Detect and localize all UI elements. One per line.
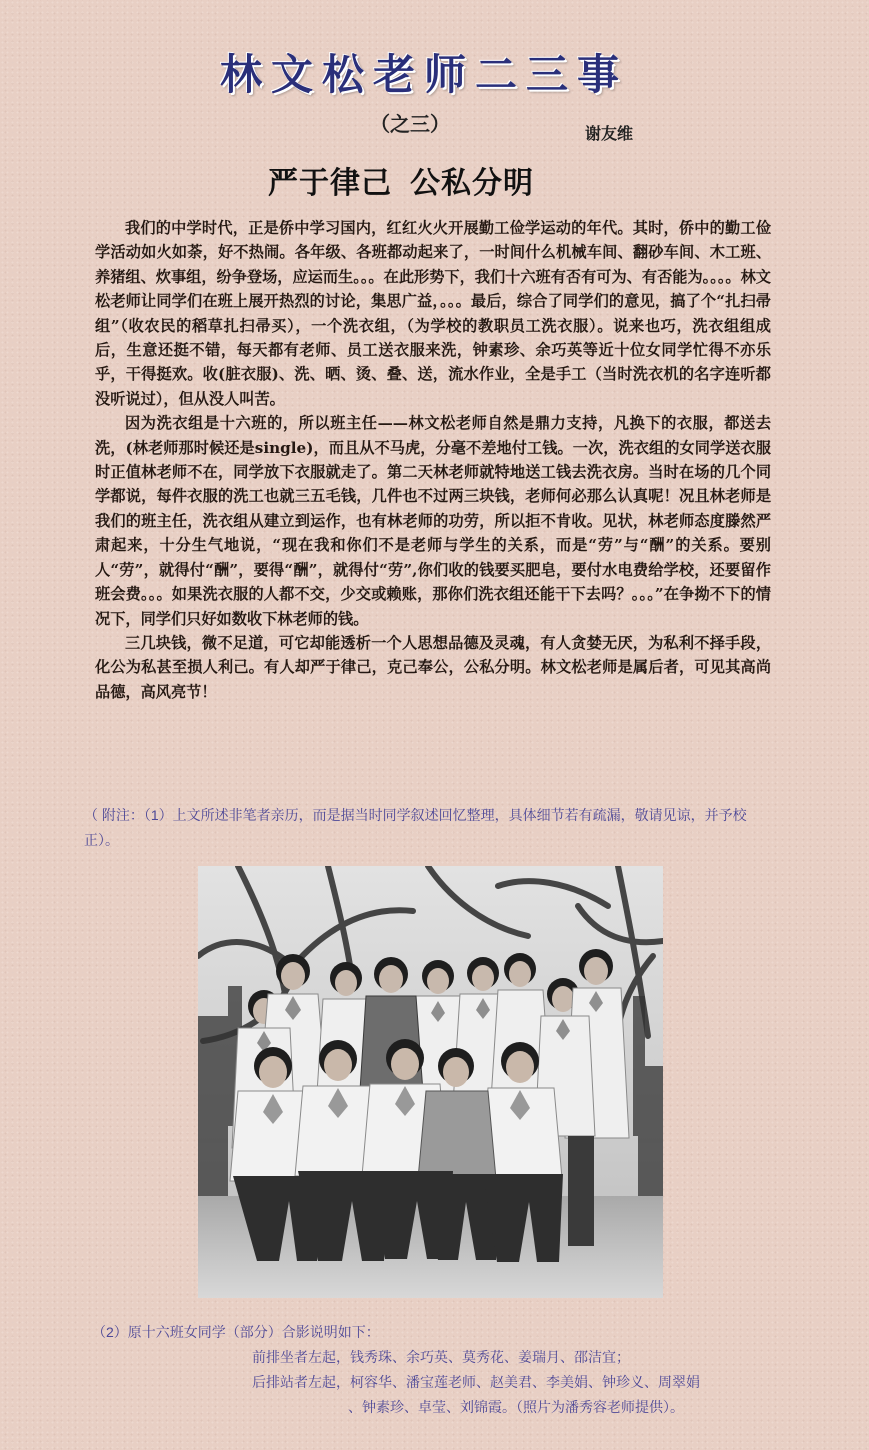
paragraph-1: 我们的中学时代，正是侨中学习国内，红红火火开展勤工俭学运动的年代。其时，侨中的勤工俭学活动如火如荼，好不热闹。各年级、各班都动起来了，一时间什么机械车间、翻砂车间、木工班、养猪组、炊事组，纷争登场，应运而生。。。在此形势下，我们十六班有否有可为、有否能为。。。。林文松老师让同学们在班上展开热烈的讨论，集思广益，。。。最后，综合了同学们的意见，搞了个“扎扫帚组”（收农民的稻草扎扫帚买），一个洗衣组，（为学校的教职员工洗衣服）。说来也巧，洗衣组组成后，生意还挺不错，每天都有老师、员工送衣服来洗，钟素珍、余巧英等近十位女同学忙得不亦乐乎，干得挺欢。收(脏衣服)、洗、晒、烫、叠、送，流水作业，全是手工（当时洗衣机的名字连听都没听说过），但从没人叫苦。 — [95, 219, 771, 408]
paragraph-3: 三几块钱，微不足道，可它却能透析一个人思想品德及灵魂，有人贪婪无厌，为私利不择手段，化公为私甚至损人利己。有人却严于律己，克己奉公，公私分明。林文松老师是属后者，可见其高尚品德，高风亮节！ — [95, 633, 771, 701]
paragraph-2: 因为洗衣组是十六班的，所以班主任——林文松老师自然是鼎力支持，凡换下的衣服，都送去洗，(林老师那时候还是single)，而且从不马虎，分毫不差地付工钱。一次，洗衣组的女同学送衣服时正值林老师不在，同学放下衣服就走了。第二天林老师就特地送工钱去洗衣房。当时在场的几个同学都说，每件衣服的洗工也就三五毛钱，几件也不过两三块钱，老师何必那么认真呢！况且林老师是我们的班主任，洗衣组从建立到运作，也有林老师的功劳，所以拒不肯收。见状，林老师态度滕然严肃起来，十分生气地说，“现在我和你们不是老师与学生的关系，而是“劳”与“酬”的关系。要别人“劳”，就得付“酬”，要得“酬”，就得付“劳”,你们收的钱要买肥皂，要付水电费给学校，还要留作班会费。。。如果洗衣服的人都不交，少交或赖账，那你们洗衣组还能干下去吗？。。。”在争拗不下的情况下，同学们只好如数收下林老师的钱。 — [95, 414, 771, 628]
caption-line-4: 、钟素珍、卓莹、刘锦霞。（照片为潘秀容老师提供）。 — [348, 1399, 684, 1415]
part-label: （之三） — [370, 112, 450, 136]
footnote-1: （ 附注：（1）上文所述非笔者亲历，而是据当时同学叙述回忆整理，具体细节若有疏漏，敬请见谅，并予校正）。 — [84, 807, 747, 848]
author-name: 谢友维 — [585, 124, 634, 143]
subtitle-part-b: 公私分明 — [410, 166, 534, 201]
photo-caption — [92, 1320, 812, 1420]
page-title: 林文松老师二三事 — [220, 50, 629, 99]
article-subtitle — [268, 158, 534, 202]
caption-line-2: 前排坐者左起，钱秀珠、余巧英、莫秀花、姜瑞月、邵洁宜； — [252, 1349, 630, 1365]
subtitle-part-a: 严于律己 — [268, 166, 392, 201]
article-body — [95, 216, 771, 704]
caption-line-3: 后排站者左起，柯容华、潘宝莲老师、赵美君、李美娟、钟珍义、周翠娟 — [252, 1374, 700, 1390]
group-photo — [198, 866, 663, 1298]
caption-line-1: （2）原十六班女同学（部分）合影说明如下： — [92, 1324, 380, 1340]
